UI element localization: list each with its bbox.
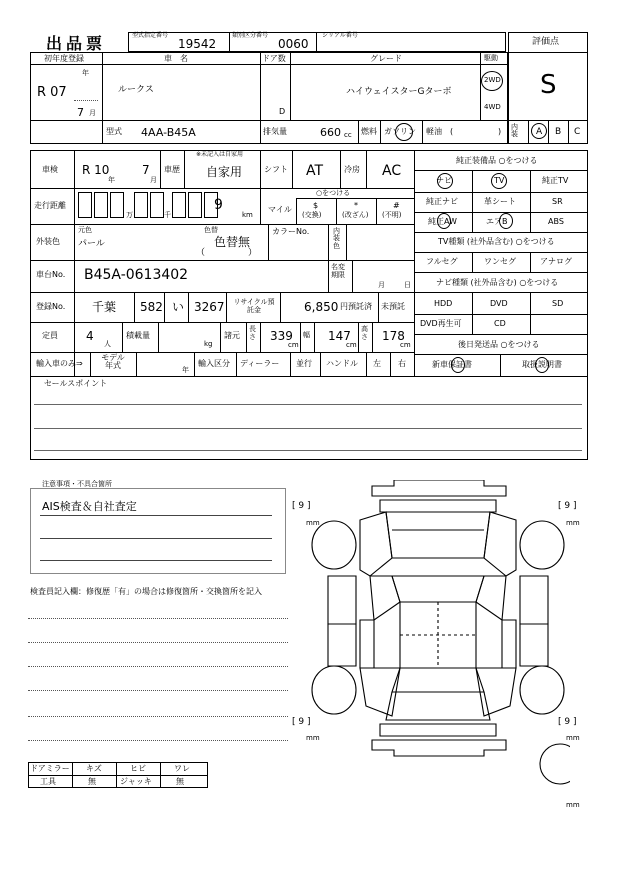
doors-label: ドア数 (262, 54, 286, 63)
door-marker: D (279, 107, 286, 116)
grade-score-value: S (540, 70, 557, 100)
fuel-diesel: 軽油 (426, 127, 442, 136)
mileage-digit-box (110, 192, 124, 218)
spare-tire-unit: mm (566, 801, 580, 809)
color-paren-open: （ (196, 248, 206, 258)
acc-header-break: ワレ (174, 764, 190, 773)
mileage-man-unit: 万 (126, 211, 133, 219)
car-name-label: 車 名 (164, 54, 188, 63)
inspection-label: 車検 (42, 165, 58, 174)
mileage-tampered: (改ざん) (342, 211, 369, 219)
displacement-unit: cc (344, 131, 352, 139)
equip-aw-circle (437, 213, 451, 229)
aircon-label: 冷房 (344, 165, 360, 174)
model-cert-label: 型式指定番号 (132, 32, 169, 39)
fuel-paren-open: ( (450, 127, 454, 136)
equip-navi-circle (437, 173, 453, 189)
handle-right: 右 (398, 359, 406, 368)
mileage-unknown-symbol: # (393, 201, 400, 210)
registration-kana: い (172, 300, 185, 314)
category-number: 0060 (278, 37, 309, 51)
drive-label: 駆動 (484, 54, 498, 62)
width-unit: cm (346, 341, 357, 349)
dims-label: 諸元 (224, 331, 240, 340)
car-name-value: ルークス (118, 85, 154, 95)
car-damage-diagram (310, 480, 570, 810)
frame-value: B45A-0613402 (84, 267, 189, 283)
drive-2wd: 2WD (484, 76, 501, 84)
first-reg-month-unit: 月 (89, 109, 96, 117)
acc-header-crack: ヒビ (130, 764, 146, 773)
fuel-label: 燃料 (361, 127, 377, 136)
tire-fl-depth: [ 9 ] (292, 501, 311, 511)
mileage-digit-box (172, 192, 186, 218)
color-orig-label: 元色 (78, 226, 92, 234)
inspector-label: 検査員記入欄：修復歴「有」の場合は修復箇所・交換箇所を記入 (30, 587, 262, 596)
tire-rl-unit: mm (306, 734, 320, 742)
vehicle-use-value: 自家用 (206, 165, 243, 179)
interior-b: B (555, 127, 562, 137)
category-label: 類別区分番号 (232, 32, 269, 39)
equip-genuine-navi: 純正ナビ (426, 197, 458, 206)
capacity-label: 定員 (42, 331, 58, 340)
tire-fr-unit: mm (566, 519, 580, 527)
acc-jack-value: 無 (176, 777, 184, 786)
equip-navi: ナビ (436, 176, 452, 185)
import-only-label: 輸入車のみ⇒ (36, 359, 83, 368)
later-manual: 取扱説明書 (522, 360, 562, 369)
mileage-label: 走行距離 (34, 201, 66, 210)
model-value: 4AA-B45A (141, 126, 196, 139)
interior-color-label: 内装色 (333, 227, 340, 250)
tire-rear-right (520, 666, 564, 714)
first-reg-label: 初年度登録 (44, 54, 84, 63)
shift-label: シフト (264, 165, 288, 174)
equip-abs: ABS (548, 217, 564, 226)
mileage-value: 9 (214, 197, 223, 213)
name-change-label: 名変期限 (331, 263, 345, 279)
capacity-unit: 人 (104, 340, 111, 348)
acc-tools-value: 無 (88, 777, 96, 786)
equip-leather: 革シート (484, 197, 516, 206)
equip-airbag: エアB (486, 217, 508, 226)
displacement-label: 排気量 (263, 127, 287, 136)
width-label: 幅 (303, 331, 310, 339)
recycle-status: 未預託 (381, 302, 405, 311)
shift-value: AT (306, 163, 324, 179)
interior-c: C (574, 127, 581, 137)
recycle-unit: 円預託済 (340, 302, 372, 311)
equipment-title: 純正装備品 ○をつける (456, 156, 538, 165)
mileage-unknown: (不明) (382, 211, 402, 219)
drive-4wd: 4WD (484, 103, 501, 111)
grade-score-label: 評価点 (532, 37, 560, 47)
mileage-digit-box (134, 192, 148, 218)
tv-fullseg: フルセグ (426, 257, 458, 266)
grade-label: グレード (370, 54, 402, 63)
model-year-unit: 年 (182, 366, 189, 374)
interior-a-circle (531, 123, 547, 139)
color-code-label: カラーNo. (272, 227, 310, 236)
mileage-mile: マイル (268, 205, 292, 214)
navi-hdd: HDD (434, 299, 453, 308)
tv-oneseg: ワンセグ (484, 257, 516, 266)
mileage-sen-unit: 千 (164, 211, 171, 219)
tire-rr-depth: [ 9 ] (558, 717, 577, 727)
navi-dvd: DVD (490, 299, 508, 308)
first-reg-year-unit: 年 (82, 69, 89, 77)
serial-label: シリアル番号 (322, 32, 358, 39)
vehicle-use-label: 車歴 (164, 165, 180, 174)
width-value: 147 (328, 329, 351, 343)
aircon-value: AC (382, 163, 402, 179)
mileage-digit-box (78, 192, 92, 218)
notes-line-1: AIS検査＆自社査定 (42, 500, 137, 513)
later-manual-circle (535, 357, 549, 373)
acc-header-mirror: ドアミラー (30, 764, 70, 773)
acc-tools: 工具 (40, 777, 56, 786)
height-value: 178 (382, 329, 405, 343)
mileage-exchange: (交換) (302, 211, 322, 219)
mileage-digit-box (188, 192, 202, 218)
tire-spare (540, 744, 570, 784)
document-title: 出品票 (46, 34, 107, 53)
color-now-label: 色替 (204, 226, 218, 234)
tire-rr-unit: mm (566, 734, 580, 742)
equip-tv: TV (494, 176, 505, 185)
equip-genuine-tv: 純正TV (542, 176, 569, 185)
mileage-tampered-symbol: * (354, 201, 358, 210)
handle-left: 左 (373, 359, 381, 368)
fuel-paren-close: ) (498, 127, 502, 136)
sales-point-label: セールスポイント (44, 379, 108, 388)
length-unit: cm (288, 341, 299, 349)
inspection-era: R 10 (82, 163, 110, 177)
navi-cd: CD (494, 319, 506, 328)
mileage-mark-label: ○をつける (316, 189, 351, 197)
mileage-unit: km (242, 211, 253, 219)
equip-aw: 純正AW (428, 217, 457, 226)
registration-number: 3267 (194, 300, 225, 314)
mileage-digit-box (94, 192, 108, 218)
tv-type-title: TV種類 (社外品含む) ○をつける (438, 237, 555, 246)
mileage-exchange-symbol: $ (313, 201, 319, 210)
acc-jack: ジャッキ (120, 777, 152, 786)
equip-tv-circle (491, 173, 507, 189)
color-orig-value: パール (78, 239, 105, 249)
frame-label: 車台No. (36, 270, 66, 279)
import-parallel: 並行 (296, 359, 312, 368)
tire-fl-unit: mm (306, 519, 320, 527)
import-dealer: ディーラー (240, 359, 280, 368)
interior-a: A (536, 127, 543, 137)
grade-value: ハイウェイスターGターボ (346, 87, 452, 97)
tire-front-right (520, 521, 564, 569)
displacement-value: 660 (320, 126, 341, 139)
tire-rl-depth: [ 9 ] (292, 717, 311, 727)
handle-label: ハンドル (326, 359, 358, 368)
vehicle-use-note: ※未記入は自家用 (196, 151, 244, 158)
length-value: 339 (270, 329, 293, 343)
tire-rear-left (312, 666, 356, 714)
inspection-year-unit: 年 (108, 176, 115, 184)
import-type-label: 輸入区分 (198, 359, 230, 368)
model-label: 型式 (106, 127, 122, 136)
notes-label: 注意事項・不具合箇所 (42, 480, 112, 488)
color-paren-close: ） (248, 248, 258, 258)
model-year-label: モデル年式 (101, 353, 125, 371)
capacity-value: 4 (86, 329, 94, 343)
color-label: 外装色 (36, 237, 60, 246)
registration-region: 千葉 (92, 300, 117, 314)
registration-label: 登録No. (36, 302, 66, 311)
inspection-month: 7 (142, 163, 150, 177)
color-now-value: 色替無 (214, 235, 251, 249)
tv-analog: アナログ (540, 257, 572, 266)
load-unit: kg (204, 340, 213, 348)
tire-fr-depth: [ 9 ] (558, 501, 577, 511)
name-change-day: 日 (404, 281, 411, 289)
registration-class: 582 (140, 300, 163, 314)
navi-sd: SD (552, 299, 564, 308)
first-reg-month-value: 7 (77, 106, 84, 119)
length-label: 長さ (249, 325, 256, 341)
later-ship-title: 後日発送品 ○をつける (458, 340, 540, 349)
load-label: 積載量 (126, 331, 150, 340)
recycle-amount: 6,850 (304, 300, 339, 314)
model-cert-number: 19542 (178, 37, 217, 51)
drive-2wd-circle (481, 71, 503, 91)
navi-dvd-playback: DVD再生可 (420, 319, 462, 328)
mileage-digit-box (150, 192, 164, 218)
later-warranty-circle (451, 357, 465, 373)
equip-airbag-circle (499, 213, 513, 229)
height-label: 高さ (361, 325, 368, 341)
navi-type-title: ナビ種類 (社外品含む) ○をつける (436, 278, 559, 287)
inspection-month-unit: 月 (150, 176, 157, 184)
tire-front-left (312, 521, 356, 569)
acc-header-scratch: キズ (86, 764, 102, 773)
recycle-label: リサイクル預託金 (233, 298, 275, 315)
fuel-gasoline: ガソリン (384, 127, 416, 136)
fuel-gasoline-circle (395, 123, 413, 141)
height-unit: cm (400, 341, 411, 349)
name-change-month: 月 (378, 281, 385, 289)
interior-label: 内装 (511, 123, 518, 139)
later-warranty: 新車保証書 (432, 360, 472, 369)
first-reg-era-year: R 07 (37, 85, 67, 100)
equip-sr: SR (552, 197, 563, 206)
